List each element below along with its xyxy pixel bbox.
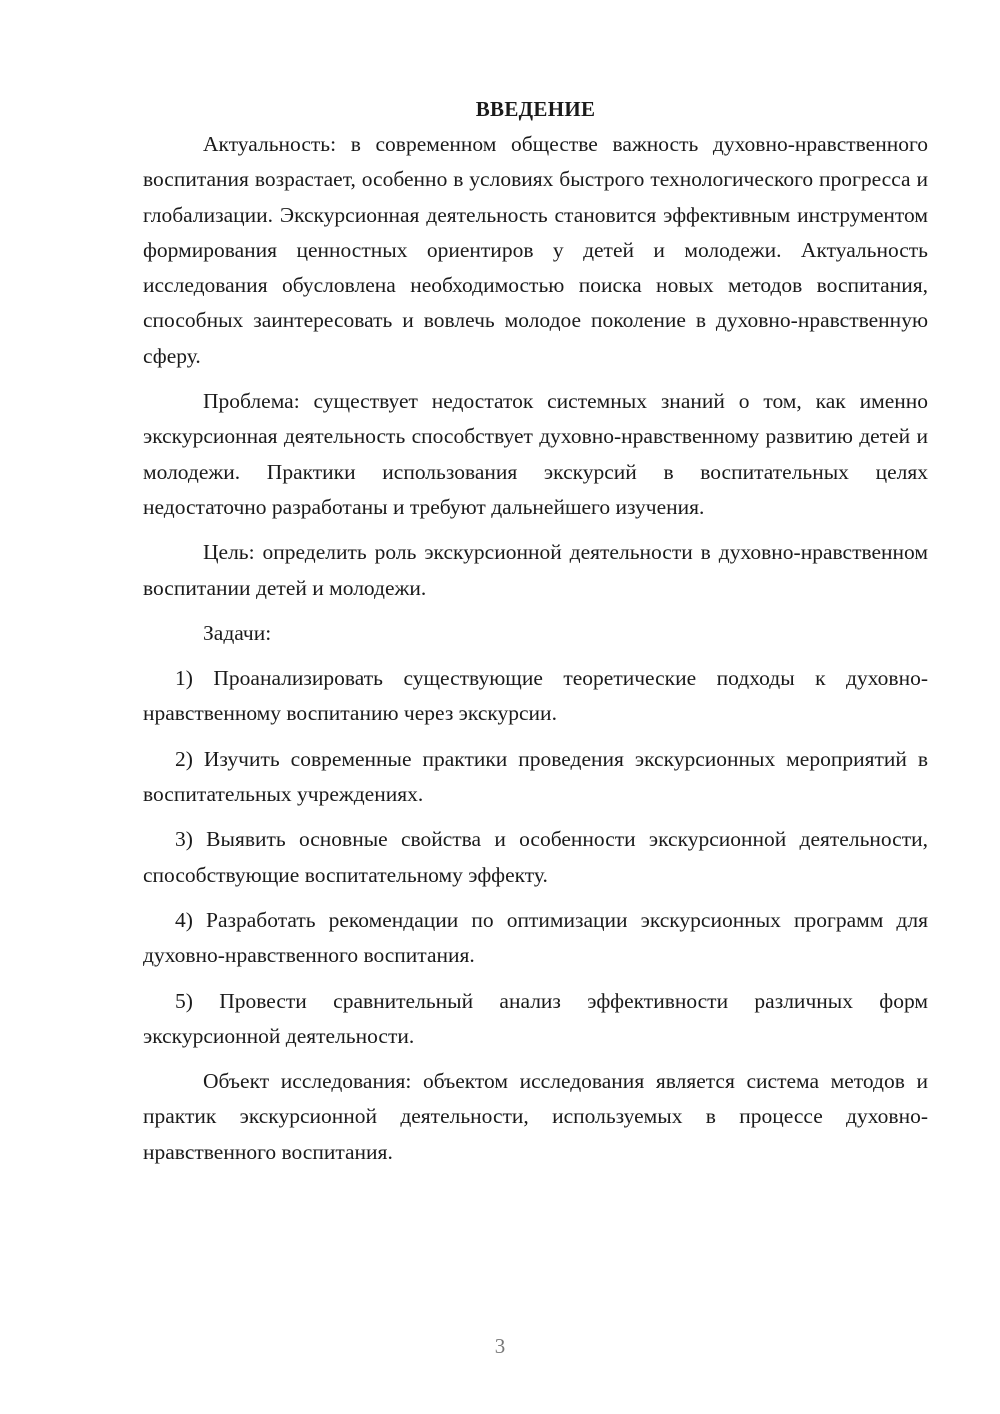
paragraph-goal: Цель: определить роль экскурсионной деятельности в духовно-нравственном воспитании детей и молодежи. <box>143 540 928 600</box>
paragraph-relevance: Актуальность: в современном обществе важность духовно-нравственного воспитания возрастает, особенно в условиях быстрого технологического прогресса и глобализации. Экскурсионная деятельность становится эффективным инструментом формирования ценностных ориентиров у детей и молодежи. Актуальность исследования обусловлена необходимостью поиска новых методов воспитания, способных заинтересовать и вовлечь молодое поколение в духовно-нравственную сферу. <box>143 132 928 368</box>
task-item-5: 5) Провести сравнительный анализ эффективности различных форм экскурсионной деятельности. <box>143 988 928 1048</box>
paragraph-object: Объект исследования: объектом исследования является система методов и практик экскурсионной деятельности, используемых в процессе духовно-нравственного воспитания. <box>143 1069 928 1164</box>
task-item-3: 3) Выявить основные свойства и особенности экскурсионной деятельности, способствующие воспитательному эффекту. <box>143 827 928 887</box>
paragraph-problem: Проблема: существует недостаток системных знаний о том, как именно экскурсионная деятельность способствует духовно-нравственному развитию детей и молодежи. Практики использования экскурсий в воспитательных целях недостаточно разработаны и требуют дальнейшего изучения. <box>143 389 928 519</box>
page-number: 3 <box>494 1334 506 1358</box>
document-page <box>143 92 928 1170</box>
task-item-1: 1) Проанализировать существующие теоретические подходы к духовно-нравственному воспитанию через экскурсии. <box>143 666 928 726</box>
task-item-2: 2) Изучить современные практики проведения экскурсионных мероприятий в воспитательных учреждениях. <box>143 746 928 807</box>
task-item-4: 4) Разработать рекомендации по оптимизации экскурсионных программ для духовно-нравственного воспитания. <box>143 907 928 968</box>
section-heading: ВВЕДЕНИЕ <box>475 97 596 121</box>
tasks-label: Задачи: <box>203 620 272 645</box>
